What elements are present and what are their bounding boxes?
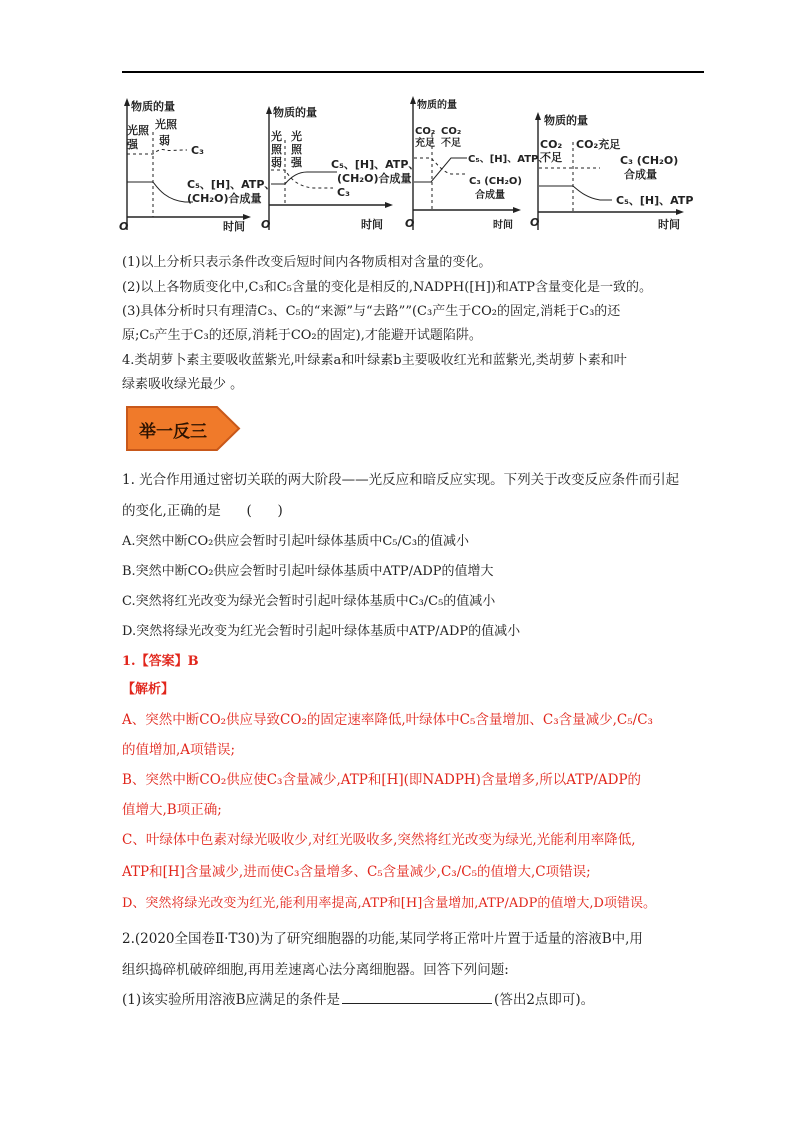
analysis-a-line1: A、突然中断CO₂供应导致CO₂的固定速率降低,叶绿体中C₅含量增加、C₃含量减少,C₅/C₃	[122, 712, 653, 728]
q2-stem-b: 组织捣碎机破碎细胞,再用差速离心法分离细胞器。回答下列问题:	[122, 962, 509, 978]
analysis-c-line2: ATP和[H]含量减少,进而使C₃含量增多、C₅含量减少,C₃/C₅的值增大,C项错误;	[122, 864, 591, 880]
g4-origin: O	[530, 216, 540, 229]
g3-cond-right-2: 不足	[441, 138, 461, 149]
graph-2	[257, 92, 420, 240]
g2-solid-label-1: C₅、[H]、ATP、	[331, 158, 420, 171]
graph-3	[405, 92, 549, 240]
g2-solid-label-2: (CH₂O)合成量	[337, 172, 412, 185]
q2-answer-blank[interactable]	[342, 992, 492, 1004]
analysis-c-line1: C、叶绿体中色素对绿光吸收少,对红光吸收多,突然将红光改变为绿光,光能利用率降低,	[122, 832, 636, 848]
g3-dashed-label-2: 合成量	[475, 190, 505, 201]
g4-axis-y: 物质的量	[544, 114, 588, 127]
q2-stem-a: 2.(2020全国卷Ⅱ·T30)为了研究细胞器的功能,某同学将正常叶片置于适量的溶液B中,用	[122, 931, 643, 947]
g2-axis-y: 物质的量	[273, 106, 317, 119]
g1-origin: O	[119, 220, 129, 233]
q1-stem-a: 1. 光合作用通过密切关联的两大阶段——光反应和暗反应实现。下列关于改变反应条件而引起	[122, 472, 680, 488]
analysis-d: D、突然将绿光改变为红光,能利用率提高,ATP和[H]含量增加,ATP/ADP的值增大,D项错误。	[122, 896, 656, 911]
g1-solid-label-2: (CH₂O)合成量	[187, 192, 262, 205]
banner-label: 举一反三	[139, 422, 207, 442]
g1-axis-y: 物质的量	[131, 100, 175, 113]
answer-label: 1.【答案】B	[122, 654, 199, 669]
g2-origin: O	[261, 218, 271, 231]
g4-solid-label: C₅、[H]、ATP	[616, 194, 694, 207]
g1-cond-left-2: 强	[127, 138, 138, 151]
g1-dashed-label: C₃	[191, 144, 204, 157]
analysis-label: 【解析】	[122, 682, 175, 697]
g4-dashed-label-1: C₃ (CH₂O)	[620, 154, 679, 167]
g1-axis-x: 时间	[223, 220, 245, 233]
q1-stem-b: 的变化,正确的是 ( )	[122, 503, 283, 519]
note-3b: 原;C₅产生于C₃的还原,消耗于CO₂的固定),才能避开试题陷阱。	[122, 328, 482, 343]
g3-cond-left-1: CO₂	[415, 126, 436, 137]
g4-cond-right: CO₂充足	[576, 138, 621, 151]
g2-cond-right-a: 光	[291, 130, 302, 143]
g2-axis-x: 时间	[361, 218, 383, 231]
g4-axis-x: 时间	[658, 218, 680, 231]
note-1: (1)以上分析只表示条件改变后短时间内各物质相对含量的变化。	[122, 255, 492, 270]
note-4b: 绿素吸收绿光最少 。	[122, 377, 244, 392]
q2-sub1	[122, 990, 594, 1011]
g2-cond-left-a: 光	[271, 130, 282, 143]
note-2: (2)以上各物质变化中,C₃和C₅含量的变化是相反的,NADPH([H])和ATP含量变化是一致的。	[122, 280, 652, 295]
q1-option-a: A.突然中断CO₂供应会暂时引起叶绿体基质中C₅/C₃的值减小	[122, 534, 470, 549]
g2-cond-left-c: 弱	[271, 156, 282, 169]
analysis-b-line2: 值增大,B项正确;	[122, 802, 222, 818]
g4-cond-left-2: 不足	[540, 151, 562, 164]
g2-cond-left-b: 照	[271, 143, 282, 156]
g3-origin: O	[405, 217, 415, 230]
g3-cond-left-2: 充足	[415, 138, 435, 149]
g3-dashed-label-1: C₃ (CH₂O)	[469, 176, 522, 187]
section-banner	[125, 405, 242, 452]
g2-cond-right-c: 强	[291, 156, 302, 169]
g1-cond-left-1: 光照	[127, 124, 149, 137]
g3-cond-right-1: CO₂	[441, 126, 462, 137]
g3-axis-y: 物质的量	[417, 100, 457, 111]
analysis-b-line1: B、突然中断CO₂供应使C₃含量减少,ATP和[H](即NADPH)含量增多,所以ATP/ADP的	[122, 772, 642, 788]
q1-option-c: C.突然将红光改变为绿光会暂时引起叶绿体基质中C₃/C₅的值减小	[122, 594, 496, 609]
analysis-a-line2: 的值增加,A项错误;	[122, 742, 236, 758]
graphs-figure	[115, 92, 715, 240]
g3-solid-label: C₅、[H]、ATP、	[468, 154, 549, 165]
graph-1	[115, 92, 276, 240]
g1-cond-right-2: 弱	[159, 134, 170, 147]
g1-cond-right-1: 光照	[155, 118, 177, 131]
g3-axis-x: 时间	[493, 220, 513, 231]
g2-dashed-label: C₃	[337, 186, 350, 199]
g4-dashed-label-2: 合成量	[624, 168, 657, 181]
graph-4	[528, 92, 708, 240]
note-3a: (3)具体分析时只有理清C₃、C₅的“来源”与“去路””(C₃产生于CO₂的固定,消耗于C₃的还	[122, 304, 621, 319]
q1-option-d: D.突然将绿光改变为红光会暂时引起叶绿体基质中ATP/ADP的值减小	[122, 624, 521, 639]
q1-option-b: B.突然中断CO₂供应会暂时引起叶绿体基质中ATP/ADP的值增大	[122, 564, 494, 579]
q2-sub1-prompt: (1)该实验所用溶液B应满足的条件是	[122, 992, 341, 1008]
g2-cond-right-b: 照	[291, 143, 302, 156]
q2-sub1-hint: (答出2点即可)。	[494, 992, 595, 1008]
note-4a: 4.类胡萝卜素主要吸收蓝紫光,叶绿素a和叶绿素b主要吸收红光和蓝紫光,类胡萝卜素和叶	[122, 353, 627, 368]
g4-cond-left-1: CO₂	[540, 138, 563, 151]
header-rule	[122, 71, 704, 73]
g1-solid-label-1: C₅、[H]、ATP、	[187, 178, 276, 191]
